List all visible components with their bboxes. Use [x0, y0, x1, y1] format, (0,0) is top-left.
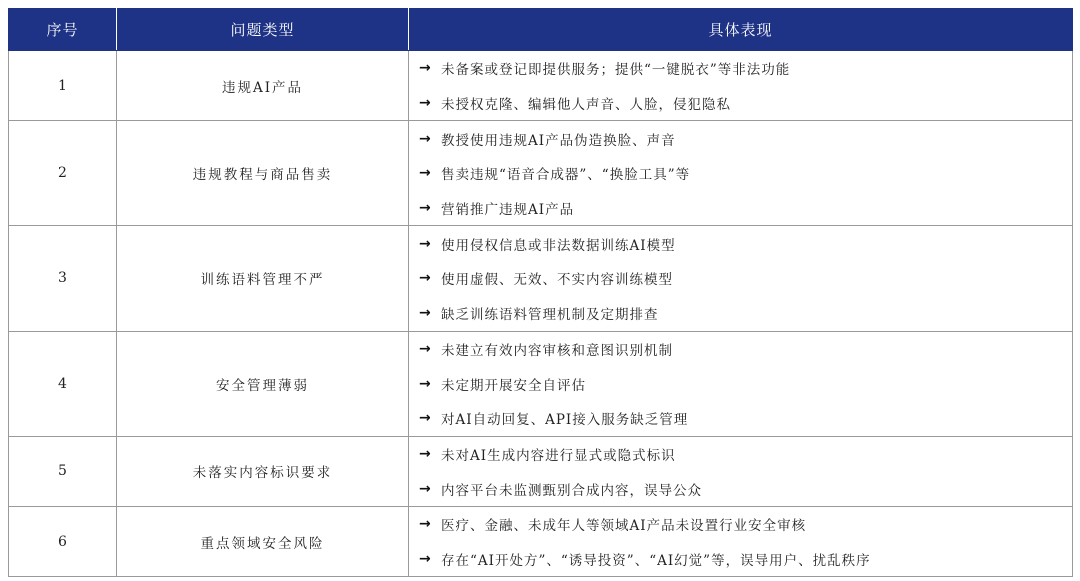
row-details	[409, 226, 1073, 331]
row-details	[409, 331, 1073, 436]
detail-item	[419, 332, 1072, 367]
detail-item	[419, 542, 1072, 577]
row-details	[409, 436, 1073, 506]
arrow-right-icon: →	[419, 445, 431, 462]
row-category: 未落实内容标识要求	[117, 436, 409, 506]
row-category: 安全管理薄弱	[117, 331, 409, 436]
detail-item	[419, 226, 1072, 261]
issues-table	[8, 8, 1073, 577]
detail-item	[419, 401, 1072, 436]
table-row	[9, 121, 1073, 226]
header-details: 具体表现	[409, 9, 1073, 51]
detail-text: 未对AI生成内容进行显式或隐式标识	[441, 447, 676, 464]
detail-text: 营销推广违规AI产品	[441, 202, 575, 219]
detail-item	[419, 261, 1072, 296]
detail-text: 未定期开展安全自评估	[441, 377, 586, 394]
arrow-right-icon: →	[419, 130, 431, 147]
detail-text: 未建立有效内容审核和意图识别机制	[441, 342, 673, 359]
row-category: 违规AI产品	[117, 51, 409, 121]
row-category: 违规教程与商品售卖	[117, 121, 409, 226]
table-row	[9, 226, 1073, 331]
arrow-right-icon: →	[419, 550, 431, 567]
detail-text: 教授使用违规AI产品伪造换脸、声音	[441, 132, 676, 149]
detail-item	[419, 156, 1072, 191]
table-header-row	[9, 9, 1073, 51]
arrow-right-icon: →	[419, 340, 431, 357]
detail-text: 未备案或登记即提供服务；提供“一键脱衣”等非法功能	[441, 62, 791, 79]
detail-text: 医疗、金融、未成年人等领域AI产品未设置行业安全审核	[441, 518, 807, 535]
row-number: 5	[9, 436, 117, 506]
table-row	[9, 51, 1073, 121]
issues-table-container	[8, 8, 1072, 577]
detail-item	[419, 296, 1072, 331]
detail-item	[419, 121, 1072, 156]
detail-item	[419, 366, 1072, 401]
header-number: 序号	[9, 9, 117, 51]
detail-item	[419, 437, 1072, 472]
arrow-right-icon: →	[419, 60, 431, 77]
detail-text: 存在“AI开处方”、“诱导投资”、“AI幻觉”等，误导用户、扰乱秩序	[441, 552, 871, 569]
row-category: 训练语料管理不严	[117, 226, 409, 331]
arrow-right-icon: →	[419, 516, 431, 533]
row-category: 重点领域安全风险	[117, 506, 409, 576]
arrow-right-icon: →	[419, 480, 431, 497]
row-details	[409, 506, 1073, 576]
row-number: 6	[9, 506, 117, 576]
arrow-right-icon: →	[419, 305, 431, 322]
detail-text: 未授权克隆、编辑他人声音、人脸，侵犯隐私	[441, 97, 731, 114]
row-number: 3	[9, 226, 117, 331]
detail-item	[419, 51, 1072, 86]
detail-item	[419, 471, 1072, 506]
row-details	[409, 51, 1073, 121]
arrow-right-icon: →	[419, 410, 431, 427]
detail-text: 售卖违规“语音合成器”、“换脸工具”等	[441, 167, 691, 184]
detail-item	[419, 191, 1072, 226]
detail-text: 缺乏训练语料管理机制及定期排查	[441, 307, 659, 324]
table-row	[9, 331, 1073, 436]
detail-text: 对AI自动回复、API接入服务缺乏管理	[441, 412, 689, 429]
detail-item	[419, 507, 1072, 542]
arrow-right-icon: →	[419, 235, 431, 252]
table-row	[9, 506, 1073, 576]
row-details	[409, 121, 1073, 226]
detail-text: 使用虚假、无效、不实内容训练模型	[441, 272, 673, 289]
detail-text: 内容平台未监测甄别合成内容，误导公众	[441, 482, 702, 499]
table-row	[9, 436, 1073, 506]
arrow-right-icon: →	[419, 95, 431, 112]
arrow-right-icon: →	[419, 165, 431, 182]
row-number: 4	[9, 331, 117, 436]
detail-item	[419, 86, 1072, 121]
arrow-right-icon: →	[419, 200, 431, 217]
arrow-right-icon: →	[419, 375, 431, 392]
row-number: 2	[9, 121, 117, 226]
arrow-right-icon: →	[419, 270, 431, 287]
row-number: 1	[9, 51, 117, 121]
header-category: 问题类型	[117, 9, 409, 51]
detail-text: 使用侵权信息或非法数据训练AI模型	[441, 237, 676, 254]
